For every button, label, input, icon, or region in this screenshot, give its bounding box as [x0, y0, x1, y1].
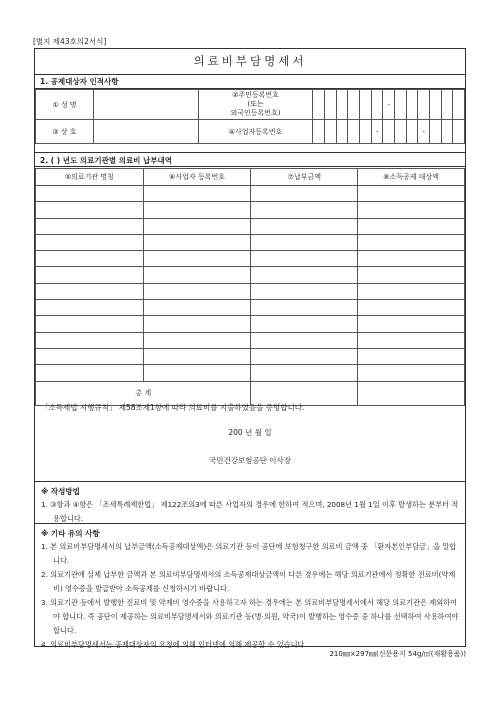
table-row: [36, 300, 465, 316]
total-deduction[interactable]: [358, 381, 465, 405]
table-cell[interactable]: [251, 300, 358, 316]
table-cell[interactable]: [36, 300, 144, 316]
table-row: [36, 365, 465, 381]
table-cell[interactable]: [358, 300, 465, 316]
form-number: [별지 제43호의2서식]: [33, 37, 107, 46]
other-note-item: 2. 의료기관에 실제 납부한 금액과 본 의료비부담명세서의 소득공제대상금액이 다른 경우에는 해당 의료기관에서 정확한 진료비(약제비) 영수증을 발급받아 소득공제를 신청하시기 바랍니다.: [41, 570, 456, 593]
section1-heading: 1. 공제대상자 인적사항: [35, 74, 465, 89]
table-cell[interactable]: [251, 267, 358, 283]
personal-info-table: [35, 89, 465, 144]
form-frame: [34, 48, 466, 647]
writing-method-list: [41, 498, 461, 526]
table-cell[interactable]: [358, 251, 465, 267]
other-note-item: 4. 의료비부담명세서는 공제대상자의 요청에 의해 인터넷에 의해 제공할 수 있습니다.: [41, 640, 307, 649]
table-row: [36, 218, 465, 234]
table-row: [36, 332, 465, 348]
biz-dash-1: -: [371, 120, 383, 144]
other-notes-heading: ※ 기타 유의 사항: [41, 529, 100, 538]
table-cell[interactable]: [36, 316, 144, 332]
table-cell[interactable]: [143, 202, 251, 218]
table-row: [36, 234, 465, 250]
name-value[interactable]: [93, 90, 198, 120]
biz-dash-2: -: [418, 120, 430, 144]
total-label: 총 계: [36, 381, 251, 405]
form-title: 의료비부담명세서: [35, 49, 465, 75]
table-cell[interactable]: [143, 283, 251, 299]
table-cell[interactable]: [143, 365, 251, 381]
table-cell[interactable]: [143, 348, 251, 364]
table-row: [36, 316, 465, 332]
col-biz-number: ⑥사업자 등록번호: [143, 169, 251, 186]
section2-heading: 2. ( ) 년도 의료기관별 의료비 납부내역: [35, 152, 465, 167]
issue-date: 200 년 월 일: [228, 428, 272, 437]
table-cell[interactable]: [358, 316, 465, 332]
id-dash: -: [383, 90, 395, 120]
table-cell[interactable]: [143, 332, 251, 348]
table-row: [36, 267, 465, 283]
table-cell[interactable]: [143, 316, 251, 332]
table-cell[interactable]: [36, 267, 144, 283]
payment-table: [35, 168, 465, 406]
trade-name-value[interactable]: [93, 120, 198, 144]
trade-name-label: ③ 상 호: [36, 120, 94, 144]
table-cell[interactable]: [251, 332, 358, 348]
table-cell[interactable]: [143, 234, 251, 250]
table-cell[interactable]: [36, 186, 144, 202]
certification-statement: 「소득세법 시행규칙」 제58조제1항에 따라 의료비를 지출하였음을 증명합니다.: [41, 403, 305, 412]
table-cell[interactable]: [143, 267, 251, 283]
table-row: [36, 186, 465, 202]
table-cell[interactable]: [36, 283, 144, 299]
table-cell[interactable]: [251, 283, 358, 299]
table-cell[interactable]: [251, 234, 358, 250]
table-cell[interactable]: [251, 365, 358, 381]
table-cell[interactable]: [36, 365, 144, 381]
issuer: 국민건강보험공단 이사장: [208, 456, 292, 465]
table-cell[interactable]: [36, 251, 144, 267]
table-cell[interactable]: [143, 218, 251, 234]
writing-method-item: 1. ③항과 ④항은 「조세특례제한법」 제122조의3에 따른 사업자의 경우에 한하여 적으며, 2008년 1월 1일 이후 발생하는 분부터 적용합니다.: [41, 500, 459, 523]
table-cell[interactable]: [251, 218, 358, 234]
table-cell[interactable]: [358, 218, 465, 234]
col-deduction-amount: ⑧소득공제 대상액: [358, 169, 465, 186]
table-cell[interactable]: [251, 186, 358, 202]
col-institution-name: ⑤의료기관 명칭: [36, 169, 144, 186]
table-row: [36, 348, 465, 364]
table-cell[interactable]: [36, 348, 144, 364]
table-cell[interactable]: [143, 186, 251, 202]
table-cell[interactable]: [358, 234, 465, 250]
other-note-item: 3. 의료기관 등에서 발행한 진료비 및 약제비 영수증을 사용하고자 하는 경우에는 본 의료비부담명세서에서 해당 의료기관은 제외하여야 합니다. 즉 공단이 제공하는 의료비부담명세서와 의료기관 등(병·의원, 약국)이 발행하는 영수증 중 하나를 선택하여 사용하여야 합니다.: [41, 598, 459, 635]
id-number-label: ②주민등록번호 (또는 외국인등록번호): [198, 90, 313, 120]
other-note-item: 1. 본 의료비부담명세서의 납부금액(소득공제대상액)은 의료기관 등이 공단에 보험청구한 의료비 금액 중 「환자본인부담금」을 말합니다.: [41, 542, 457, 565]
paper-spec: 210㎜×297㎜(신문용지 54g/㎡(재활용품)): [329, 650, 466, 658]
table-cell[interactable]: [36, 332, 144, 348]
table-row: [36, 251, 465, 267]
table-cell[interactable]: [143, 300, 251, 316]
other-notes-list: [41, 540, 461, 652]
table-cell[interactable]: [358, 348, 465, 364]
biz-number-label: ④사업자등록번호: [198, 120, 313, 144]
table-cell[interactable]: [358, 365, 465, 381]
table-cell[interactable]: [36, 234, 144, 250]
table-cell[interactable]: [358, 332, 465, 348]
table-cell[interactable]: [358, 202, 465, 218]
table-row: [36, 202, 465, 218]
table-cell[interactable]: [36, 218, 144, 234]
table-cell[interactable]: [251, 348, 358, 364]
table-cell[interactable]: [251, 202, 358, 218]
divider: [35, 481, 465, 482]
divider: [35, 523, 465, 524]
table-row: [36, 283, 465, 299]
table-cell[interactable]: [36, 202, 144, 218]
name-label: ① 성 명: [36, 90, 94, 120]
table-cell[interactable]: [251, 251, 358, 267]
table-cell[interactable]: [358, 186, 465, 202]
writing-method-heading: ※ 작성방법: [41, 487, 80, 496]
table-cell[interactable]: [251, 316, 358, 332]
col-paid-amount: ⑦납부금액: [251, 169, 358, 186]
table-cell[interactable]: [358, 267, 465, 283]
table-cell[interactable]: [358, 283, 465, 299]
table-cell[interactable]: [143, 251, 251, 267]
